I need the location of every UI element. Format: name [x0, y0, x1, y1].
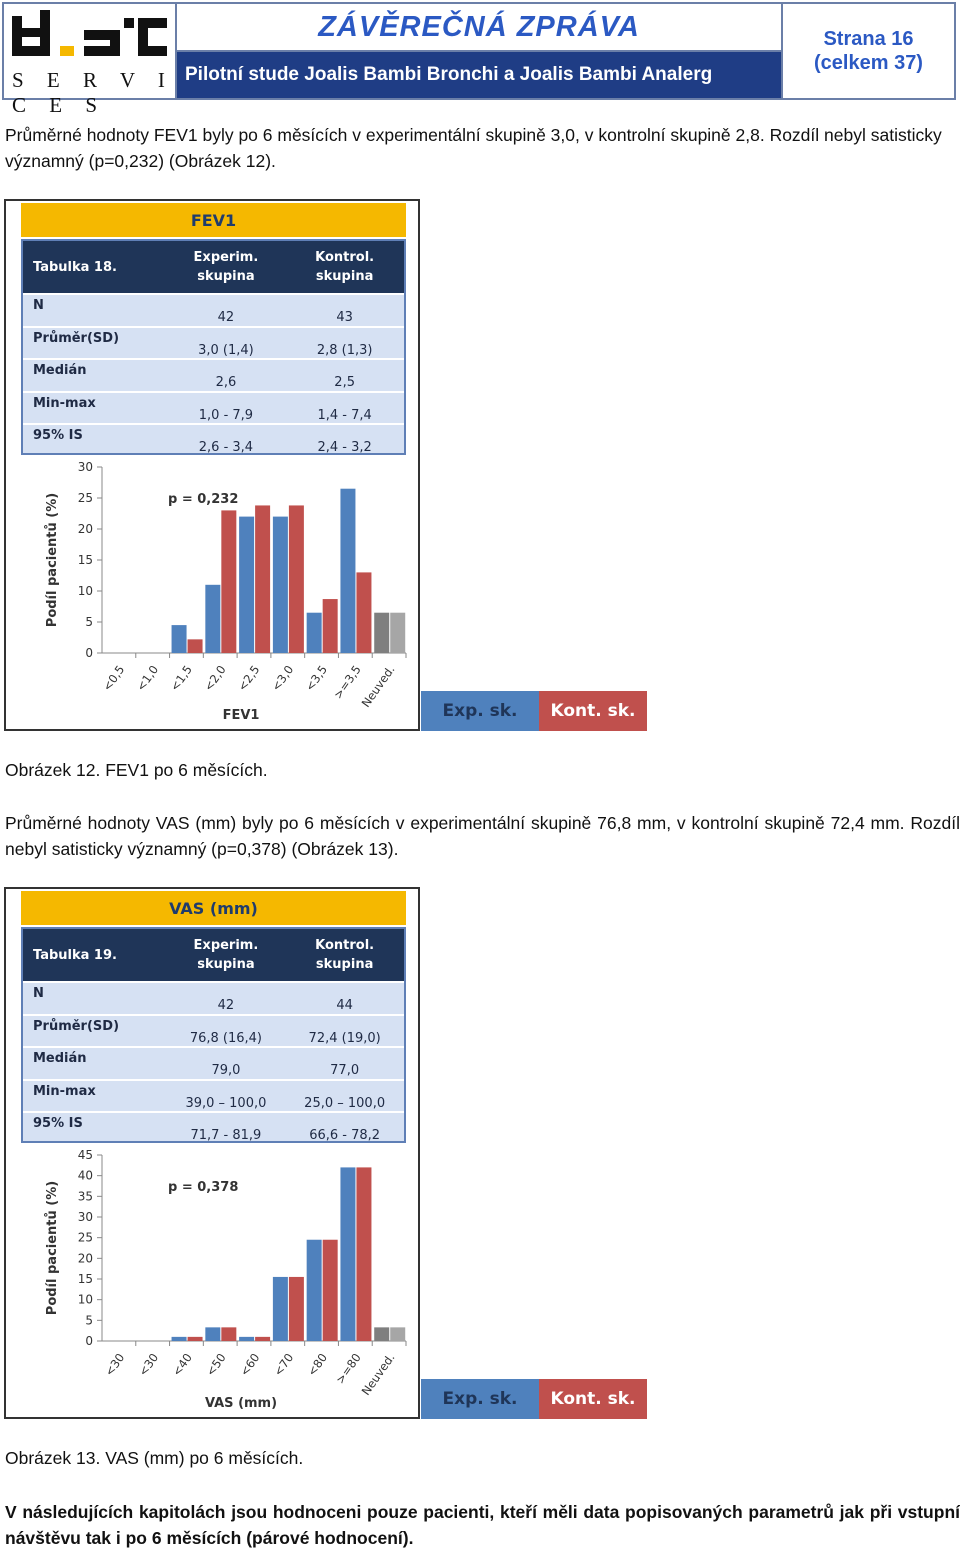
- x-tick-label: <0,5: [99, 662, 128, 694]
- page-header: [2, 2, 956, 117]
- bar-kon: [221, 510, 236, 653]
- bar-chart-vas: [6, 1145, 418, 1417]
- y-tick-label: 15: [77, 553, 93, 567]
- x-tick-label: Neuved.: [358, 662, 398, 710]
- bar-exp: [340, 489, 355, 653]
- x-axis-label: VAS (mm): [204, 1396, 278, 1411]
- x-tick-label: <40: [169, 1350, 195, 1379]
- column-header-exp: Experim. skupina: [193, 938, 259, 972]
- page-number: Strana 16: [823, 28, 914, 50]
- x-axis-label: FEV1: [222, 708, 260, 723]
- legend-kon: Kont. sk.: [539, 1379, 647, 1419]
- y-tick-label: 25: [77, 1230, 93, 1245]
- bar-exp: [172, 625, 187, 653]
- x-tick-label: <60: [237, 1350, 263, 1379]
- bar-kon: [356, 1167, 371, 1341]
- table-header: [23, 929, 404, 981]
- y-tick-label: 10: [77, 1292, 93, 1307]
- page-total: (celkem 37): [814, 52, 923, 74]
- y-tick-label: 25: [77, 491, 93, 505]
- legend-kon: Kont. sk.: [539, 691, 647, 731]
- bar-exp: [307, 1240, 322, 1341]
- bar-exp: [273, 517, 288, 653]
- x-tick-label: >=80: [332, 1350, 364, 1387]
- bar-kon: [323, 599, 338, 653]
- x-tick-label: <50: [203, 1350, 229, 1379]
- bar-kon: [255, 1337, 270, 1341]
- bar-exp: [374, 613, 389, 653]
- x-tick-label: <2,0: [201, 662, 229, 694]
- paragraph-fev1: Průměrné hodnoty FEV1 byly po 6 měsících v experimentální skupině 3,0, v kontrolní skupině 2,8. Rozdíl nebyl satisticky významný (p=0,232) (Obrázek 12).: [5, 125, 942, 171]
- chart-legend: [421, 691, 647, 731]
- table-label: Tabulka 18.: [33, 259, 117, 275]
- bar-kon: [289, 505, 304, 653]
- bar-kon: [323, 1240, 338, 1341]
- y-tick-label: 20: [77, 1251, 93, 1266]
- x-tick-label: <80: [304, 1350, 331, 1379]
- bar-exp: [239, 517, 254, 653]
- header-center: [177, 4, 783, 98]
- bar-chart-fev1: [6, 457, 418, 729]
- bar-exp: [205, 1327, 220, 1341]
- x-tick-label: <1,5: [167, 662, 195, 694]
- y-tick-label: 30: [77, 1210, 93, 1224]
- table-row: 95% IS 71,7 - 81,9 66,6 - 78,2: [23, 1111, 404, 1144]
- bar-exp: [239, 1337, 254, 1341]
- y-tick-label: 0: [85, 1334, 93, 1348]
- bar-kon: [390, 1327, 405, 1341]
- x-tick-label: Neuved.: [358, 1350, 398, 1398]
- bar-kon: [221, 1327, 236, 1341]
- bar-kon: [255, 505, 270, 653]
- table-row: Průměr(SD) 3,0 (1,4) 2,8 (1,3): [23, 326, 404, 359]
- legend-exp: Exp. sk.: [421, 1379, 539, 1419]
- figure-title: FEV1: [21, 203, 406, 237]
- y-tick-label: 35: [77, 1189, 93, 1204]
- bar-exp: [273, 1277, 288, 1341]
- y-tick-label: 5: [85, 1313, 93, 1328]
- y-tick-label: 30: [77, 460, 93, 474]
- x-tick-label: <2,5: [234, 662, 263, 694]
- bar-exp: [205, 585, 220, 653]
- figure-caption: Obrázek 12. FEV1 po 6 měsících.: [5, 760, 268, 780]
- table-row: N 42 44: [23, 981, 404, 1014]
- table-row: Medián 2,6 2,5: [23, 358, 404, 391]
- bar-exp: [340, 1167, 355, 1341]
- bar-exp: [172, 1337, 187, 1341]
- table-header: [23, 241, 404, 293]
- y-axis-label: Podíl pacientů (%): [45, 492, 60, 628]
- bar-exp: [374, 1327, 389, 1341]
- x-tick-label: <3,0: [268, 662, 297, 694]
- figure-fev1: [4, 199, 420, 731]
- figure-caption: Obrázek 13. VAS (mm) po 6 měsících.: [5, 1448, 304, 1468]
- report-title: ZÁVĚREČNÁ ZPRÁVA: [177, 4, 781, 52]
- bar-kon: [188, 1337, 203, 1341]
- table-label: Tabulka 19.: [33, 947, 117, 963]
- column-header-exp: Experim. skupina: [193, 250, 259, 284]
- bar-exp: [307, 613, 322, 653]
- table-row: Min-max 39,0 – 100,0 25,0 – 100,0: [23, 1079, 404, 1112]
- study-name: Pilotní stude Joalis Bambi Bronchi a Joalis Bambi Analerg: [177, 52, 781, 98]
- y-tick-label: 40: [77, 1168, 93, 1183]
- bar-kon: [356, 572, 371, 653]
- y-tick-label: 15: [77, 1272, 93, 1286]
- table-row: Medián 79,0 77,0: [23, 1046, 404, 1079]
- paragraph-vas: Průměrné hodnoty VAS (mm) byly po 6 měsících v experimentální skupině 76,8 mm, v kontrolní skupině 72,4 mm. Rozdíl nebyl satisticky významný (p=0,378) (Obrázek 13).: [5, 813, 960, 859]
- page-number-box: [783, 4, 954, 98]
- dsc-logo-icon: [12, 10, 167, 62]
- chart-legend: [421, 1379, 647, 1419]
- summary-table: [21, 239, 406, 455]
- p-value-annotation: p = 0,232: [168, 492, 239, 507]
- x-tick-label: <3,5: [302, 662, 331, 694]
- x-tick-label: <1,0: [133, 662, 162, 694]
- column-header-kon: Kontrol. skupina: [315, 250, 375, 284]
- table-row: 95% IS 2,6 - 3,4 2,4 - 3,2: [23, 423, 404, 456]
- bar-kon: [289, 1277, 304, 1341]
- table-row: Průměr(SD) 76,8 (16,4) 72,4 (19,0): [23, 1014, 404, 1047]
- y-tick-label: 20: [77, 522, 93, 536]
- figure-vas: [4, 887, 420, 1419]
- table-row: N 42 43: [23, 293, 404, 326]
- table-row: Min-max 1,0 - 7,9 1,4 - 7,4: [23, 391, 404, 424]
- x-tick-label: <30: [135, 1350, 162, 1379]
- x-tick-label: <70: [270, 1350, 297, 1379]
- column-header-kon: Kontrol. skupina: [315, 938, 375, 972]
- y-axis-label: Podíl pacientů (%): [45, 1180, 60, 1316]
- y-tick-label: 10: [77, 584, 93, 598]
- logo-services-text: S E R V I C E S: [12, 68, 174, 117]
- bar-kon: [390, 613, 405, 653]
- y-tick-label: 0: [85, 646, 93, 660]
- y-tick-label: 45: [77, 1148, 93, 1162]
- figure-title: VAS (mm): [21, 891, 406, 925]
- paragraph-note: V následujících kapitolách jsou hodnoceni pouze pacienti, kteří měli data popisovaných parametrů jak při vstupní návštěvu tak i po 6 měsících (párové hodnocení).: [5, 1502, 960, 1548]
- p-value-annotation: p = 0,378: [168, 1180, 239, 1195]
- y-tick-label: 5: [85, 615, 93, 629]
- summary-table: [21, 927, 406, 1143]
- legend-exp: Exp. sk.: [421, 691, 539, 731]
- x-tick-label: <30: [101, 1350, 128, 1379]
- company-logo: [4, 4, 177, 117]
- x-tick-label: >=3,5: [330, 662, 364, 702]
- bar-kon: [188, 639, 203, 653]
